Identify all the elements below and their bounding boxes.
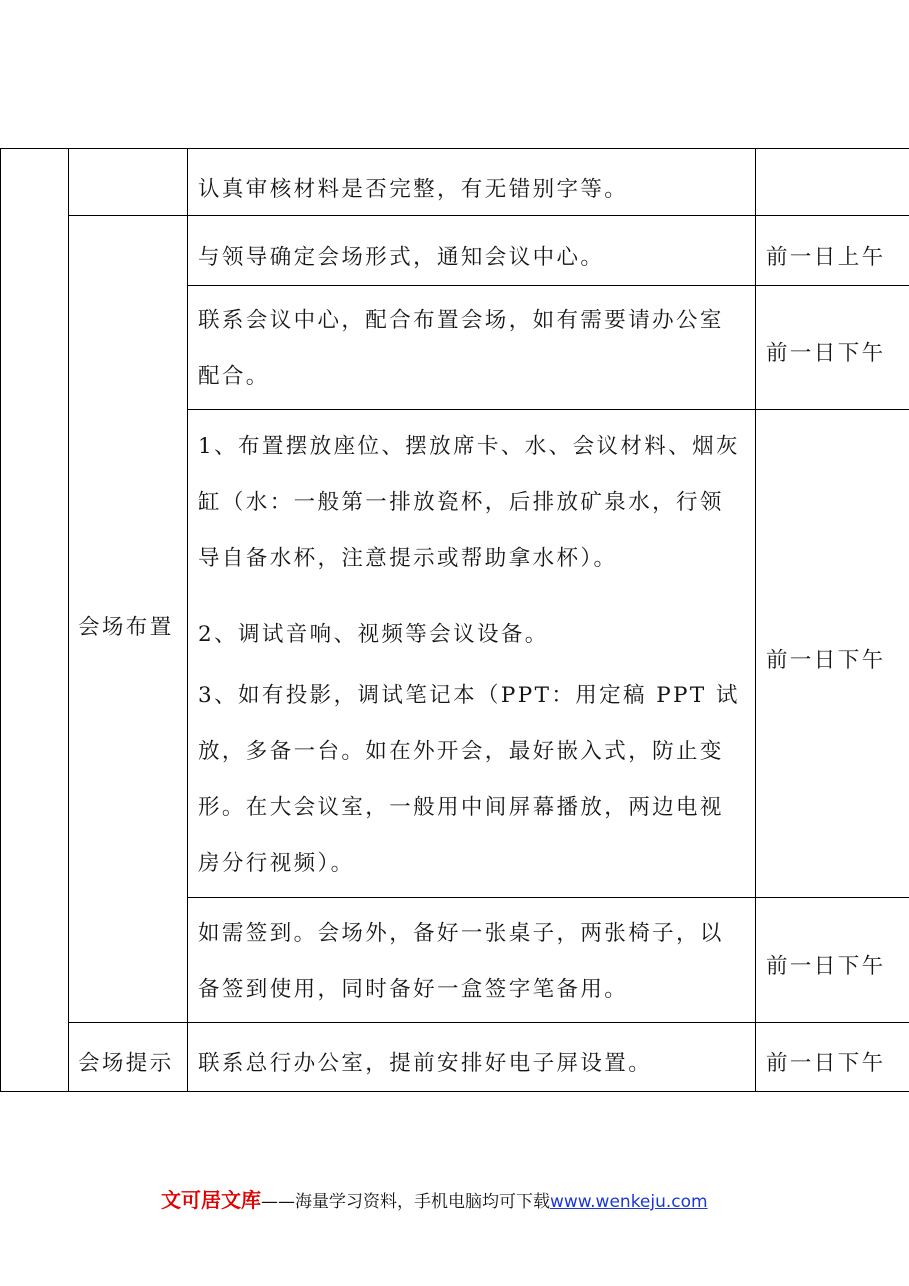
task-line: 配合。 bbox=[198, 364, 270, 389]
time-cell: 前一日下午 bbox=[766, 954, 886, 979]
time-cell: 前一日下午 bbox=[766, 341, 886, 366]
footer-link[interactable]: www.wenkeju.com bbox=[550, 1192, 708, 1212]
row-divider bbox=[187, 285, 909, 286]
task-line: 房分行视频）。 bbox=[198, 851, 355, 876]
task-cell bbox=[198, 293, 724, 405]
task-line: 形。在大会议室，一般用中间屏幕播放，两边电视 bbox=[198, 795, 724, 820]
task-line: 2、调试音响、视频等会议设备。 bbox=[198, 622, 549, 647]
task-line: 导自备水杯，注意提示或帮助拿水杯）。 bbox=[198, 546, 618, 571]
table-border-bottom bbox=[0, 1091, 909, 1092]
task-line: 1、布置摆放座位、摆放席卡、水、会议材料、烟灰 bbox=[198, 434, 740, 459]
task-cell: 与领导确定会场形式，通知会议中心。 bbox=[198, 245, 605, 270]
task-line: 备签到使用，同时备好一盒签字笔备用。 bbox=[198, 977, 629, 1002]
table-border-top bbox=[0, 148, 909, 149]
table-divider-col1 bbox=[68, 148, 69, 1092]
footer-tagline: 海量学习资料，手机电脑均可下载 bbox=[295, 1192, 550, 1212]
row-divider bbox=[187, 409, 909, 410]
task-cell bbox=[198, 419, 740, 587]
row-divider bbox=[187, 897, 909, 898]
task-line: 联系会议中心，配合布置会场，如有需要请办公室 bbox=[198, 308, 724, 333]
task-cell: 认真审核材料是否完整，有无错别字等。 bbox=[198, 177, 629, 202]
time-cell: 前一日下午 bbox=[766, 1051, 886, 1076]
time-cell: 前一日上午 bbox=[766, 245, 886, 270]
footer-dash: —— bbox=[261, 1192, 295, 1212]
table-border-left bbox=[0, 148, 1, 1092]
table-divider-col3 bbox=[755, 148, 756, 1092]
task-line: 如需签到。会场外，备好一张桌子，两张椅子，以 bbox=[198, 921, 724, 946]
task-line: 缸（水：一般第一排放瓷杯，后排放矿泉水，行领 bbox=[198, 490, 724, 515]
table-divider-col2 bbox=[187, 148, 188, 1092]
footer bbox=[161, 1184, 708, 1213]
time-cell: 前一日下午 bbox=[766, 648, 886, 673]
task-line: 放，多备一台。如在外开会，最好嵌入式，防止变 bbox=[198, 739, 724, 764]
task-cell: 联系总行办公室，提前安排好电子屏设置。 bbox=[198, 1051, 653, 1076]
section-label-venue-setup: 会场布置 bbox=[78, 615, 174, 640]
row-divider bbox=[68, 1022, 909, 1023]
footer-brand: 文可居文库 bbox=[161, 1188, 261, 1212]
task-line: 3、如有投影，调试笔记本（PPT：用定稿 PPT 试 bbox=[198, 683, 740, 708]
task-cell bbox=[198, 668, 740, 892]
section-label-venue-notice: 会场提示 bbox=[78, 1051, 174, 1076]
task-cell bbox=[198, 906, 724, 1018]
row-divider bbox=[68, 215, 909, 216]
